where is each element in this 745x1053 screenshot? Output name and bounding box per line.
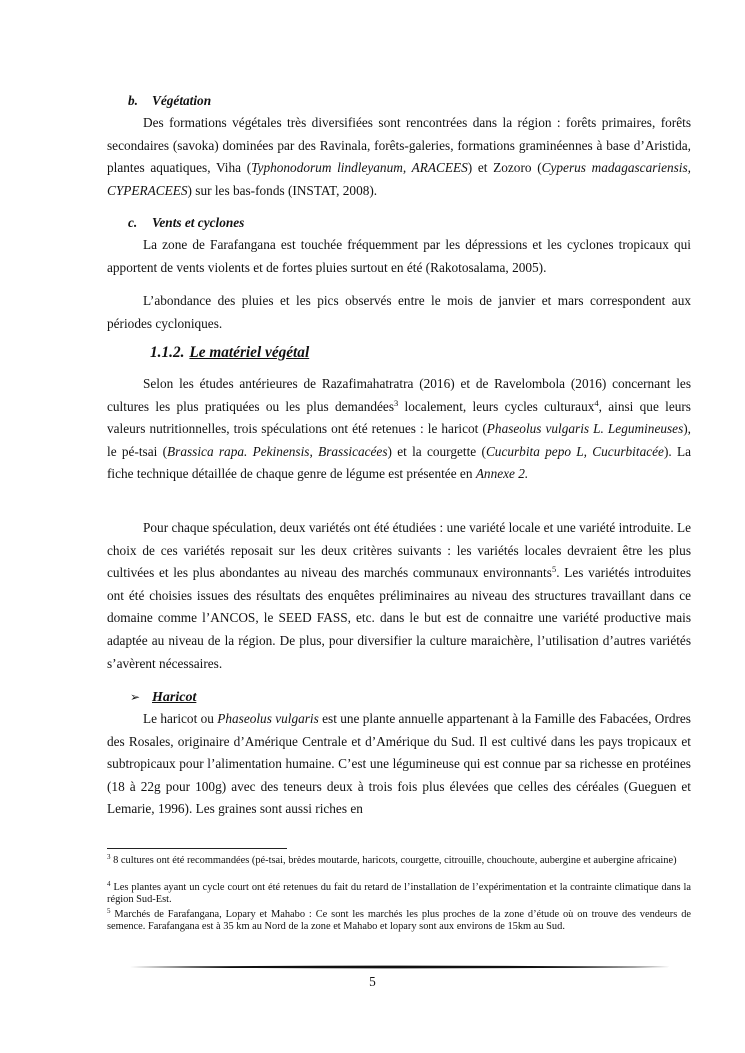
paragraph-pour-chaque	[107, 517, 691, 675]
footnote-3	[107, 855, 691, 867]
footnote-ref: 3	[394, 397, 399, 408]
footnote-text: 8 cultures ont été recommandées (pé-tsai, brèdes moutarde, haricots, courgette, citrouille, chouchoute, aubergine et aubergine africaine)	[110, 855, 677, 866]
text-run: . Les variétés introduites ont été choisies issues des résultats des enquêtes préliminaires au niveau des structures travaillant dans ce domaine comme l’ANCOS, le SEED FASS, etc. dans le but est de connaitre une variété productive mais adaptée au niveau de la région. De plus, pour diversifier la culture maraichère, l’utilisation d’autres variétés s’avèrent nécessaires.	[107, 565, 691, 671]
bullet-heading-haricot	[130, 686, 196, 709]
text-run: , ainsi que leurs valeurs nutritionnelles, trois spéculations ont été retenues : le haricot (	[107, 398, 691, 437]
footnote-text: Marchés de Farafangana, Lopary et Mahabo : Ce sont les marchés les plus proches de la zone d’étude où on trouve des vendeurs de semence. Farafangana est à 35 km au Nord de la zone et Mahabo et lopary sont aux environs de 15km au Sud.	[107, 909, 691, 933]
footnote-4	[107, 882, 691, 907]
italic-run: Typhonodorum lindleyanum, ARACEES	[251, 160, 468, 176]
paragraph-haricot	[107, 708, 691, 821]
text-run: ). La fiche technique détaillée de chaque genre de légume est présentée en	[107, 443, 692, 482]
arrow-bullet-icon: ➢	[130, 690, 141, 704]
page-number: 5	[369, 974, 376, 989]
italic-run: Cucurbita pepo L, Cucurbitacée	[485, 443, 664, 459]
subheading-title: Vents et cyclones	[152, 215, 245, 230]
footnote-ref: 4	[594, 397, 599, 408]
italic-run: Phaseolus vulgaris	[217, 711, 319, 726]
paragraph-selon	[107, 373, 691, 486]
footnote-number: 4	[107, 880, 111, 888]
subheading-letter: c.	[128, 215, 138, 230]
footnote-5	[107, 909, 691, 934]
text-run: Selon les études antérieures de Razafimahatratra (2016) et de Ravelombola (2016) concernant les cultures les plus pratiquées ou les plus demandées	[107, 376, 691, 414]
italic-run: Cyperus madagascariensis, CYPERACEES	[107, 160, 691, 198]
bullet-title: Haricot	[152, 690, 197, 705]
paragraph-vegetation	[107, 112, 691, 202]
text-run: est une plante annuelle appartenant à la Famille des Fabacées, Ordres des Rosales, originaire d’Amérique Centrale et d’Amérique du Sud. Il est cultivé dans les pays tropicaux et subtropicaux pour l’alimentation humaine. C’est une légumineuse qui est connue par sa richesse en protéines (18 à 22g pour 100g) avec des teneurs deux à trois fois plus élevées que celles des céréales (Gueguen et Lemarie, 1996). Les graines sont aussi riches en	[107, 711, 691, 817]
section-title: Le matériel végétal	[189, 344, 310, 361]
paragraph-vents: La zone de Farafangana est touchée fréquemment par les dépressions et les cyclones tropicaux qui apportent de vents violents et de fortes pluies surtout en été (Rakotosalama, 2005).	[107, 237, 691, 275]
footnote-separator	[107, 848, 287, 849]
subheading-letter: b.	[128, 93, 138, 108]
text-run: ) et la courgette (	[387, 443, 486, 459]
italic-run: Brassica rapa. Pekinensis, Brassicacées	[167, 443, 388, 459]
footnote-number: 3	[107, 853, 111, 861]
subheading-vents	[128, 212, 244, 234]
section-heading-materiel-vegetal	[150, 342, 309, 364]
text-run: Le haricot ou	[143, 711, 218, 726]
text-run: localement, leurs cycles culturaux	[398, 398, 595, 414]
footnote-ref: 5	[551, 564, 557, 575]
text-run: ) sur les bas-fonds (INSTAT, 2008).	[187, 182, 378, 198]
subheading-title: Végétation	[152, 93, 212, 108]
paragraph-pluies: L’abondance des pluies et les pics observés entre le mois de janvier et mars correspondent aux périodes cycloniques.	[107, 293, 691, 331]
footnote-number: 5	[107, 907, 111, 915]
italic-run: Annexe 2.	[475, 466, 529, 482]
text-run: Des formations végétales très diversifiées sont rencontrées dans la région : forêts primaires, forêts secondaires (savoka) dominées par des Ravinala, forêts-galeries, formations graminéennes à base d’Aristida, plantes aquatiques, Viha (	[107, 115, 691, 176]
subheading-vegetation	[128, 90, 211, 112]
section-number: 1.1.2.	[150, 344, 185, 361]
text-run: Pour chaque spéculation, deux variétés ont été étudiées : une variété locale et une variété introduite. Le choix de ces variétés reposait sur les deux critères suivants : les variétés locales devraient être les plus cultivées et les plus abondantes au niveau des marchés communaux environnants	[107, 520, 691, 581]
page-footer-rule	[130, 964, 670, 970]
footnote-text: Les plantes ayant un cycle court ont été retenues du fait du retard de l’installation de l’expérimentation et la contrainte climatique dans la région Sud-Est.	[107, 882, 691, 906]
text-run: ), le pé-tsai (	[107, 421, 692, 459]
text-run: ) et Zozoro (	[467, 160, 542, 176]
italic-run: Phaseolus vulgaris L. Legumineuses	[486, 421, 684, 437]
